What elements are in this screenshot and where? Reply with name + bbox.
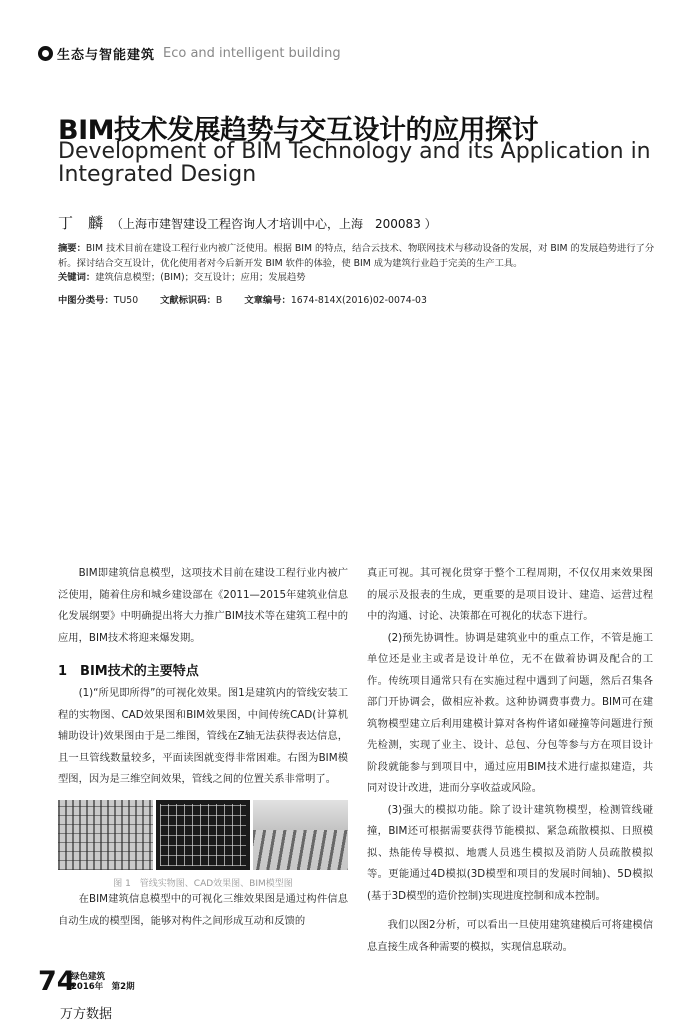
figure-caption: 图 1 管线实物图、CAD效果图、BIM模型图 bbox=[113, 879, 293, 889]
figure-1 bbox=[58, 800, 348, 870]
title-cn: BIM技术发展趋势与交互设计的应用探讨 bbox=[58, 115, 538, 146]
pipeline-photo-image bbox=[58, 800, 153, 870]
clc-label: 中图分类号： bbox=[58, 295, 114, 306]
paragraph: 真正可视。其可视化贯穿于整个工程周期，不仅仅用来效果图的展示及报表的生成，更重要的是项目设计、建造、运营过程中的沟通、讨论、决策都在可视化的状态下进行。 bbox=[367, 567, 653, 622]
section-heading: 1 BIM技术的主要特点 bbox=[58, 664, 199, 679]
doc-code bbox=[160, 292, 222, 306]
clc bbox=[58, 292, 138, 306]
abstract-block bbox=[58, 242, 658, 286]
header-en: Eco and intelligent building bbox=[163, 46, 341, 61]
keywords bbox=[58, 271, 658, 286]
journal-issue: 2016年 第2期 bbox=[71, 982, 135, 992]
paragraph: (1)“所见即所得”的可视化效果。图1是建筑内的管线安装工程的实物图、CAD效果图和BIM效果图，中间传统CAD(计算机辅助设计)效果图由于是二维图，管线在Z轴无法获得表达信息，且一旦管线数量较多，平面读图就变得非常困难。右图为BIM模型图，因为是三维空间效果，管线之间的位置关系非常明了。 bbox=[58, 687, 348, 785]
author-name: 丁 麟 bbox=[58, 214, 104, 232]
leaf-logo-icon bbox=[38, 46, 53, 61]
body-right-column bbox=[367, 563, 653, 958]
paragraph: 在BIM建筑信息模型中的可视化三维效果图是通过构件信息自动生成的模型图，能够对构件之间形成互动和反馈的 bbox=[58, 893, 348, 927]
paragraph: 我们以图2分析，可以看出一旦使用建筑建模后可将建模信息直接生成各种需要的模拟，实现信息联动。 bbox=[367, 919, 653, 953]
clc-value: TU50 bbox=[113, 295, 139, 306]
abstract bbox=[58, 242, 658, 271]
watermark: 万方数据 bbox=[60, 1007, 113, 1022]
author-affiliation: （上海市建智建设工程咨询人才培训中心，上海 200083 ） bbox=[111, 217, 437, 231]
paragraph: (3)强大的模拟功能。除了设计建筑物模型，检测管线碰撞，BIM还可根据需要获得节能模拟、紧急疏散模拟、日照模拟、热能传导模拟、地震人员逃生模拟及消防人员疏散模拟等。更能通过4D模拟(3D模型和项目的发展时间轴)、5D模拟(基于3D模型的造价控制)实现进度控制和成本控制。 bbox=[367, 803, 653, 902]
doc-code-value: B bbox=[215, 295, 223, 306]
abstract-label: 摘要： bbox=[58, 243, 86, 254]
journal-header bbox=[38, 44, 341, 63]
classification-line bbox=[58, 292, 658, 306]
author-line bbox=[58, 212, 437, 233]
cad-drawing-image bbox=[156, 800, 251, 870]
paragraph: (2)预先协调性。协调是建筑业中的重点工作，不管是施工单位还是业主或者是设计单位，无不在做着协调及配合的工作。传统项目通常只有在实施过程中遇到了问题，然后召集各部门开协调会，做相应补救。这种协调费事费力。BIM可在建筑物模型建立后利用建模计算对各构件诸如碰撞等问题进行预先检测，实现了业主、设计、总包、分包等参与方在项目设计阶段就能参与到项目中，通过应用BIM技术进行虚拟建造，共同对设计改进，进而分享收益或风险。 bbox=[367, 631, 653, 794]
body-left-column-continued bbox=[58, 889, 348, 932]
article-no-label: 文章编号： bbox=[244, 295, 291, 306]
abstract-text: BIM 技术目前在建设工程行业内被广泛使用。根据 BIM 的特点，结合云技术、物联网技术与移动设备的发展，对 BIM 的发展趋势进行了分析。探讨结合交互设计，优化使用者对今后新开发 BIM 软件的体验，使 BIM 成为建筑行业趋于完美的生产工具。 bbox=[58, 243, 655, 269]
doc-code-label: 文献标识码： bbox=[160, 295, 216, 306]
footer-journal bbox=[71, 972, 135, 992]
body-left-column bbox=[58, 563, 348, 791]
article-no bbox=[244, 292, 427, 306]
keywords-label: 关键词： bbox=[58, 272, 96, 283]
paragraph: BIM即建筑信息模型，这项技术目前在建设工程行业内被广泛使用，随着住房和城乡建设部在《2011—2015年建筑业信息化发展纲要》中明确提出将大力推广BIM技术等在建筑工程中的应用，BIM技术将迎来爆发期。 bbox=[58, 567, 348, 644]
keywords-text: 建筑信息模型；(BIM)；交互设计；应用；发展趋势 bbox=[95, 272, 306, 283]
page-number: 74 bbox=[38, 966, 76, 997]
journal-name: 绿色建筑 bbox=[71, 972, 106, 982]
bim-model-image bbox=[253, 800, 348, 870]
header-cn: 生态与智能建筑 bbox=[57, 48, 156, 63]
article-no-value: 1674-814X(2016)02-0074-03 bbox=[290, 295, 427, 306]
title-en: Development of BIM Technology and its Application in Integrated Design bbox=[58, 139, 651, 187]
